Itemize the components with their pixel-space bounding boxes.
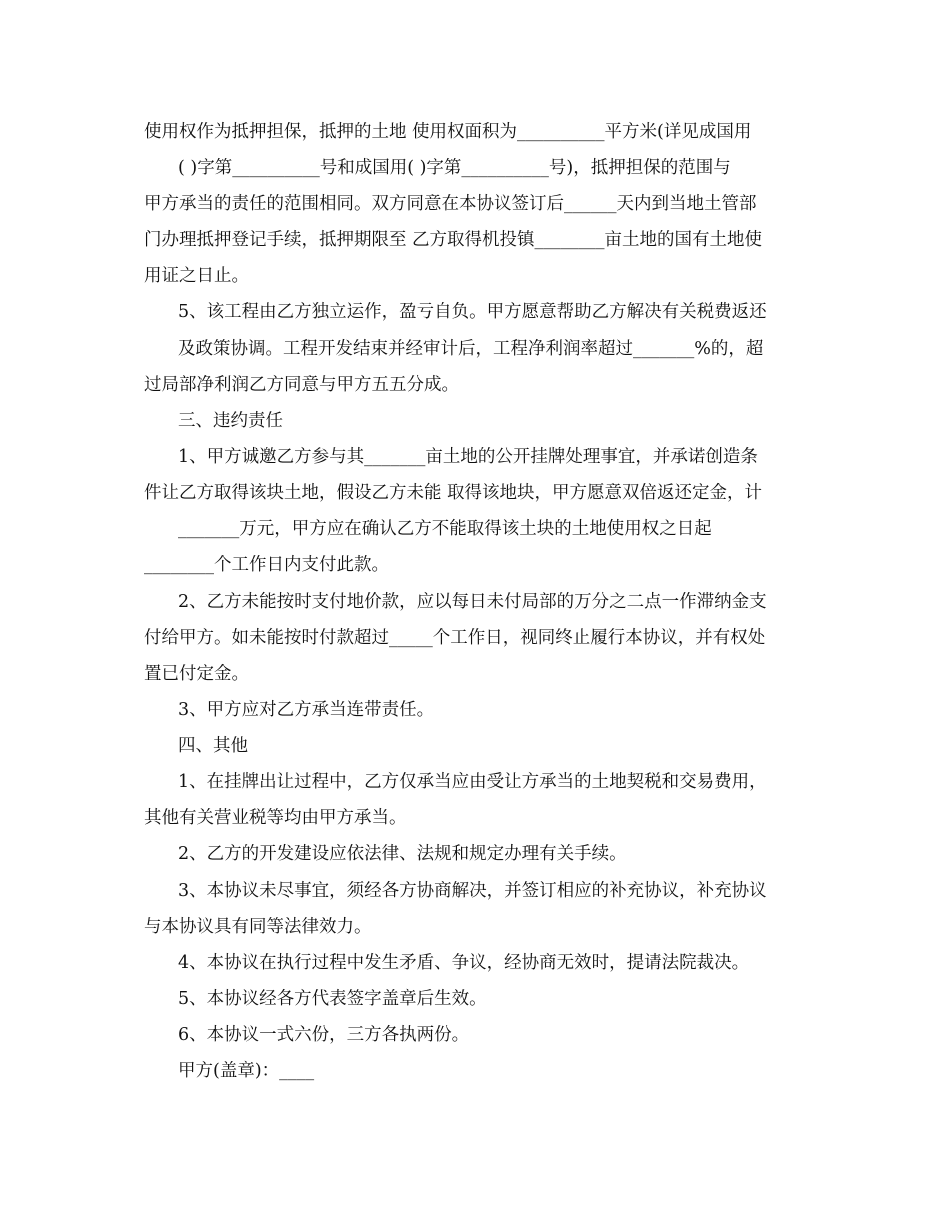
text-line: 2、乙方的开发建设应依法律、法规和规定办理有关手续。 xyxy=(178,844,627,864)
text-line: ( )字第__________号和成国用( )字第__________号)，抵押担保的范围与 xyxy=(178,158,731,178)
section-heading: 四、其他 xyxy=(178,736,248,756)
text-line: 1、甲方诚邀乙方参与其_______亩土地的公开挂牌处理事宜，并承诺创造条 xyxy=(178,447,758,467)
text-line: 3、本协议未尽事宜，须经各方协商解决，并签订相应的补充协议，补充协议 xyxy=(178,881,767,901)
text-line: 过局部净利润乙方同意与甲方五五分成。 xyxy=(144,375,459,395)
text-line: 与本协议具有同等法律效力。 xyxy=(144,917,372,937)
text-line: 门办理抵押登记手续，抵押期限至 乙方取得机投镇________亩土地的国有土地使 xyxy=(144,230,763,250)
text-line: 付给甲方。如未能按时付款超过_____个工作日，视同终止履行本协议，并有权处 xyxy=(144,628,766,648)
text-line: _______万元，甲方应在确认乙方不能取得该土块的土地使用权之日起 xyxy=(178,519,712,539)
text-line: 4、本协议在执行过程中发生矛盾、争议，经协商无效时，提请法院裁决。 xyxy=(178,953,750,973)
text-line: 使用权作为抵押担保，抵押的土地 使用权面积为__________平方米(详见成国用 xyxy=(144,122,752,142)
text-line: ________个工作日内支付此款。 xyxy=(144,555,389,575)
text-line: 置已付定金。 xyxy=(144,664,249,684)
signature-line: 甲方(盖章)：____ xyxy=(178,1061,315,1081)
text-line: 6、本协议一式六份，三方各执两份。 xyxy=(178,1025,470,1045)
text-line: 其他有关营业税等均由甲方承当。 xyxy=(144,808,407,828)
text-line: 用证之日止。 xyxy=(144,266,249,286)
section-heading: 三、违约责任 xyxy=(178,411,283,431)
text-line: 5、本协议经各方代表签字盖章后生效。 xyxy=(178,989,487,1009)
text-line: 2、乙方未能按时支付地价款，应以每日未付局部的万分之二点一作滞纳金支 xyxy=(178,592,767,612)
text-line: 5、该工程由乙方独立运作，盈亏自负。甲方愿意帮助乙方解决有关税费返还 xyxy=(178,302,767,322)
text-line: 3、甲方应对乙方承当连带责任。 xyxy=(178,700,435,720)
text-line: 件让乙方取得该块土地，假设乙方未能 取得该地块，甲方愿意双倍返还定金，计 xyxy=(144,483,763,503)
text-line: 甲方承当的责任的范围相同。双方同意在本协议签订后______天内到当地土管部 xyxy=(144,194,757,214)
text-line: 1、在挂牌出让过程中，乙方仅承当应由受让方承当的土地契税和交易费用， xyxy=(178,772,767,792)
text-line: 及政策协调。工程开发结束并经审计后，工程净利润率超过_______%的，超 xyxy=(178,339,764,359)
